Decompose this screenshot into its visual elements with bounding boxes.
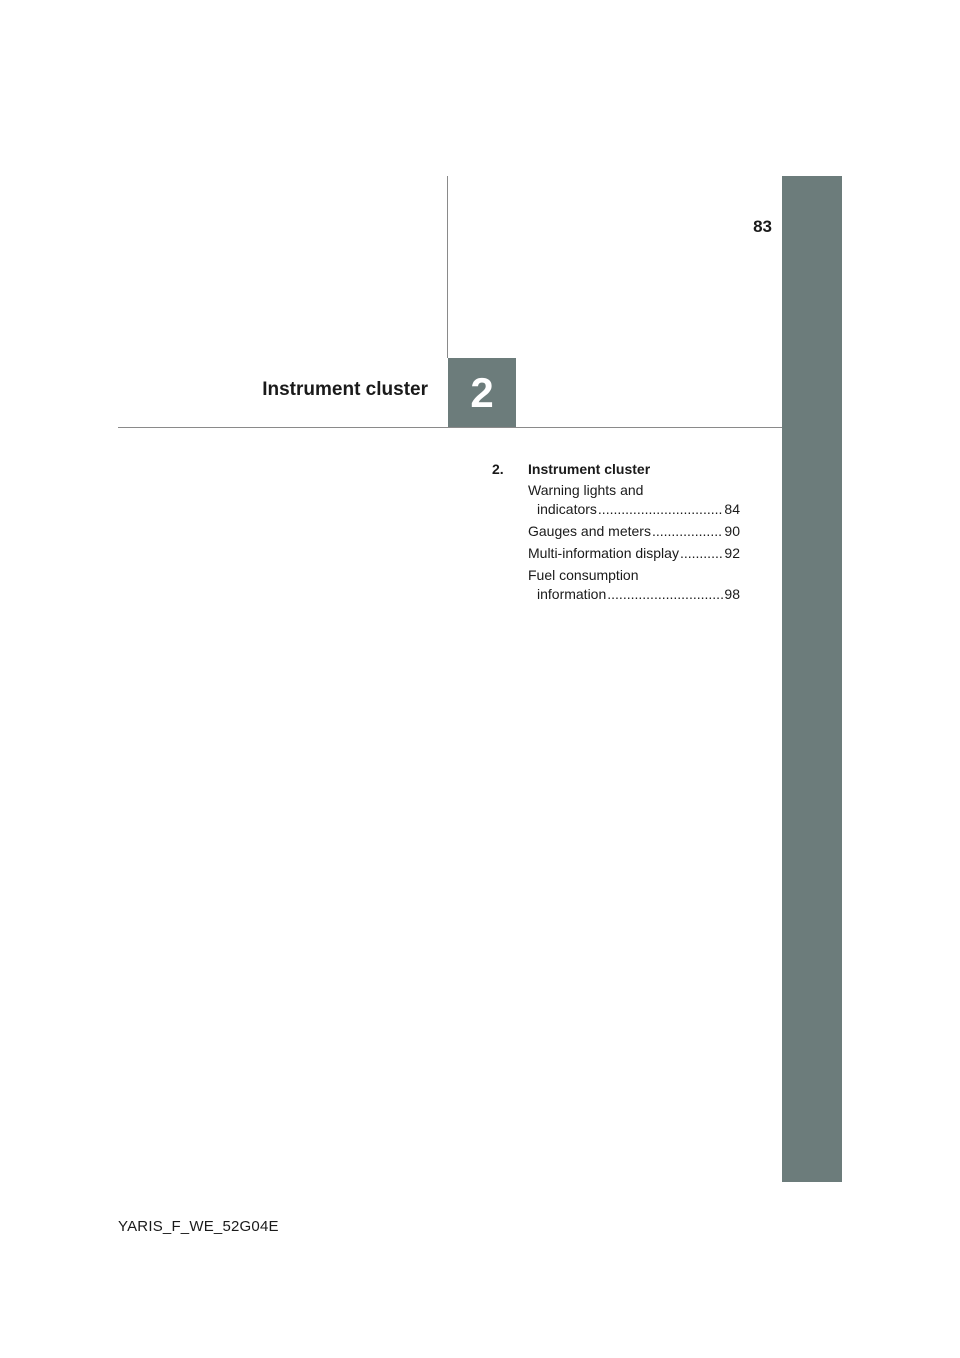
chapter-number: 2 xyxy=(470,368,494,416)
toc-entry-multi-info[interactable] xyxy=(528,544,740,563)
toc-entry-page: 84 xyxy=(724,501,740,517)
toc-entry-page: 90 xyxy=(724,523,740,539)
toc-entry-label: Multi-information display xyxy=(528,545,679,561)
chapter-title: Instrument cluster xyxy=(262,379,428,400)
table-of-contents xyxy=(492,460,740,607)
toc-list xyxy=(528,481,740,604)
toc-heading-number: 2. xyxy=(492,461,504,477)
toc-entry-label: Warning lights and xyxy=(528,482,644,498)
toc-entry-label: Gauges and meters xyxy=(528,523,651,539)
toc-leader-dots xyxy=(680,544,723,563)
horizontal-rule xyxy=(118,427,782,428)
toc-leader-dots xyxy=(607,585,723,604)
toc-entry-label-cont: indicators xyxy=(537,501,597,517)
toc-entry-label-cont: information xyxy=(537,586,607,602)
toc-leader-dots xyxy=(598,500,724,519)
page-number: 83 xyxy=(753,217,772,236)
toc-entry-page: 98 xyxy=(724,586,740,602)
chapter-side-tab xyxy=(782,176,842,1182)
toc-entry-gauges[interactable] xyxy=(528,522,740,541)
chapter-number-box xyxy=(448,358,516,427)
document-code: YARIS_F_WE_52G04E xyxy=(118,1218,279,1235)
toc-entry-page: 92 xyxy=(724,545,740,561)
toc-entry-fuel-consumption[interactable] xyxy=(528,566,740,604)
toc-entry-label: Fuel consumption xyxy=(528,567,639,583)
toc-heading xyxy=(492,460,740,479)
vertical-rule xyxy=(447,176,448,358)
toc-heading-title: Instrument cluster xyxy=(528,461,651,477)
toc-entry-warning-lights[interactable] xyxy=(528,481,740,519)
toc-leader-dots xyxy=(652,522,723,541)
